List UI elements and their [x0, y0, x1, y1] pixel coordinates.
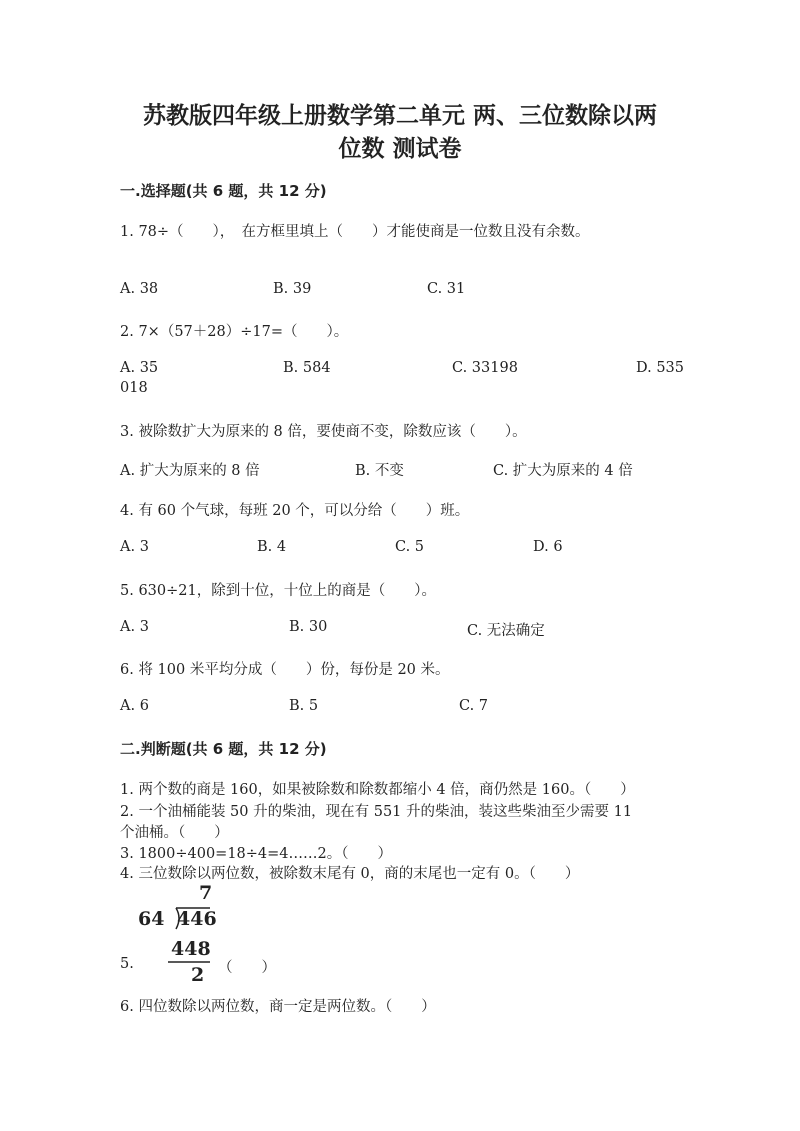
page-title-line1: 苏教版四年级上册数学第二单元 两、三位数除以两 — [142, 103, 657, 129]
q5-option-b: B. 30 — [289, 619, 328, 635]
q3-option-b: B. 不变 — [355, 463, 404, 479]
q2-option-c: C. 33198 — [452, 360, 518, 376]
question-6: 6. 将 100 米平均分成（ ）份，每份是 20 米。 — [120, 662, 450, 678]
q4-option-b: B. 4 — [257, 539, 287, 555]
q3-option-c: C. 扩大为原来的 4 倍 — [493, 463, 633, 479]
question-1: 1. 78÷（ ）， 在方框里填上（ ）才能使商是一位数且没有余数。 — [120, 224, 590, 240]
q2-option-a: A. 35 — [120, 360, 159, 376]
question-5: 5. 630÷21，除到十位，十位上的商是（ ）。 — [120, 583, 436, 599]
section-heading-judge: 二.判断题(共 6 题，共 12 分) — [120, 740, 327, 758]
q4-option-c: C. 5 — [395, 539, 425, 555]
question-2: 2. 7×（57＋28）÷17=（ ）。 — [120, 324, 349, 340]
judge-item-3: 3. 1800÷400=18÷4=4……2。（ ） — [120, 846, 392, 862]
judge-item-5-label: 5. — [120, 956, 134, 972]
q2-option-d: D. 535 — [636, 360, 685, 376]
q6-option-c: C. 7 — [459, 698, 489, 714]
q5-option-a: A. 3 — [120, 619, 149, 635]
q4-option-a: A. 3 — [120, 539, 149, 555]
division-dividend: 446 — [177, 908, 217, 930]
q5-option-c: C. 无法确定 — [467, 623, 545, 639]
q3-option-a: A. 扩大为原来的 8 倍 — [120, 463, 260, 479]
judge-item-6: 6. 四位数除以两位数，商一定是两位数。（ ） — [120, 999, 436, 1015]
q6-option-a: A. 6 — [120, 698, 149, 714]
section-heading-choice: 一.选择题(共 6 题，共 12 分) — [120, 182, 327, 200]
judge-item-2: 2. 一个油桶能装 50 升的柴油，现在有 551 升的柴油，装这些柴油至少需要 11 — [120, 804, 633, 820]
judge-item-2-wrap: 个油桶。（ ） — [120, 825, 229, 841]
q1-option-a: A. 38 — [120, 281, 159, 297]
judge-item-1: 1. 两个数的商是 160，如果被除数和除数都缩小 4 倍，商仍然是 160。（ ） — [120, 782, 635, 798]
q1-option-c: C. 31 — [427, 281, 466, 297]
question-3: 3. 被除数扩大为原来的 8 倍，要使商不变，除数应该（ ）。 — [120, 424, 527, 440]
judge-item-4: 4. 三位数除以两位数，被除数末尾有 0，商的末尾也一定有 0。（ ） — [120, 866, 580, 882]
division-product: 448 — [171, 938, 211, 960]
q6-option-b: B. 5 — [289, 698, 319, 714]
division-remainder: 2 — [191, 964, 205, 986]
judge-item-5-blank: （ ） — [218, 960, 276, 976]
q1-option-b: B. 39 — [273, 281, 312, 297]
division-quotient: 7 — [199, 882, 213, 904]
question-4: 4. 有 60 个气球，每班 20 个，可以分给（ ）班。 — [120, 503, 470, 519]
division-divisor: 64 — [138, 908, 165, 930]
q2-option-d-wrap: 018 — [120, 380, 148, 396]
q2-option-b: B. 584 — [283, 360, 331, 376]
page-title-line2: 位数 测试卷 — [338, 136, 462, 162]
long-division-figure — [138, 884, 218, 996]
q4-option-d: D. 6 — [533, 539, 563, 555]
